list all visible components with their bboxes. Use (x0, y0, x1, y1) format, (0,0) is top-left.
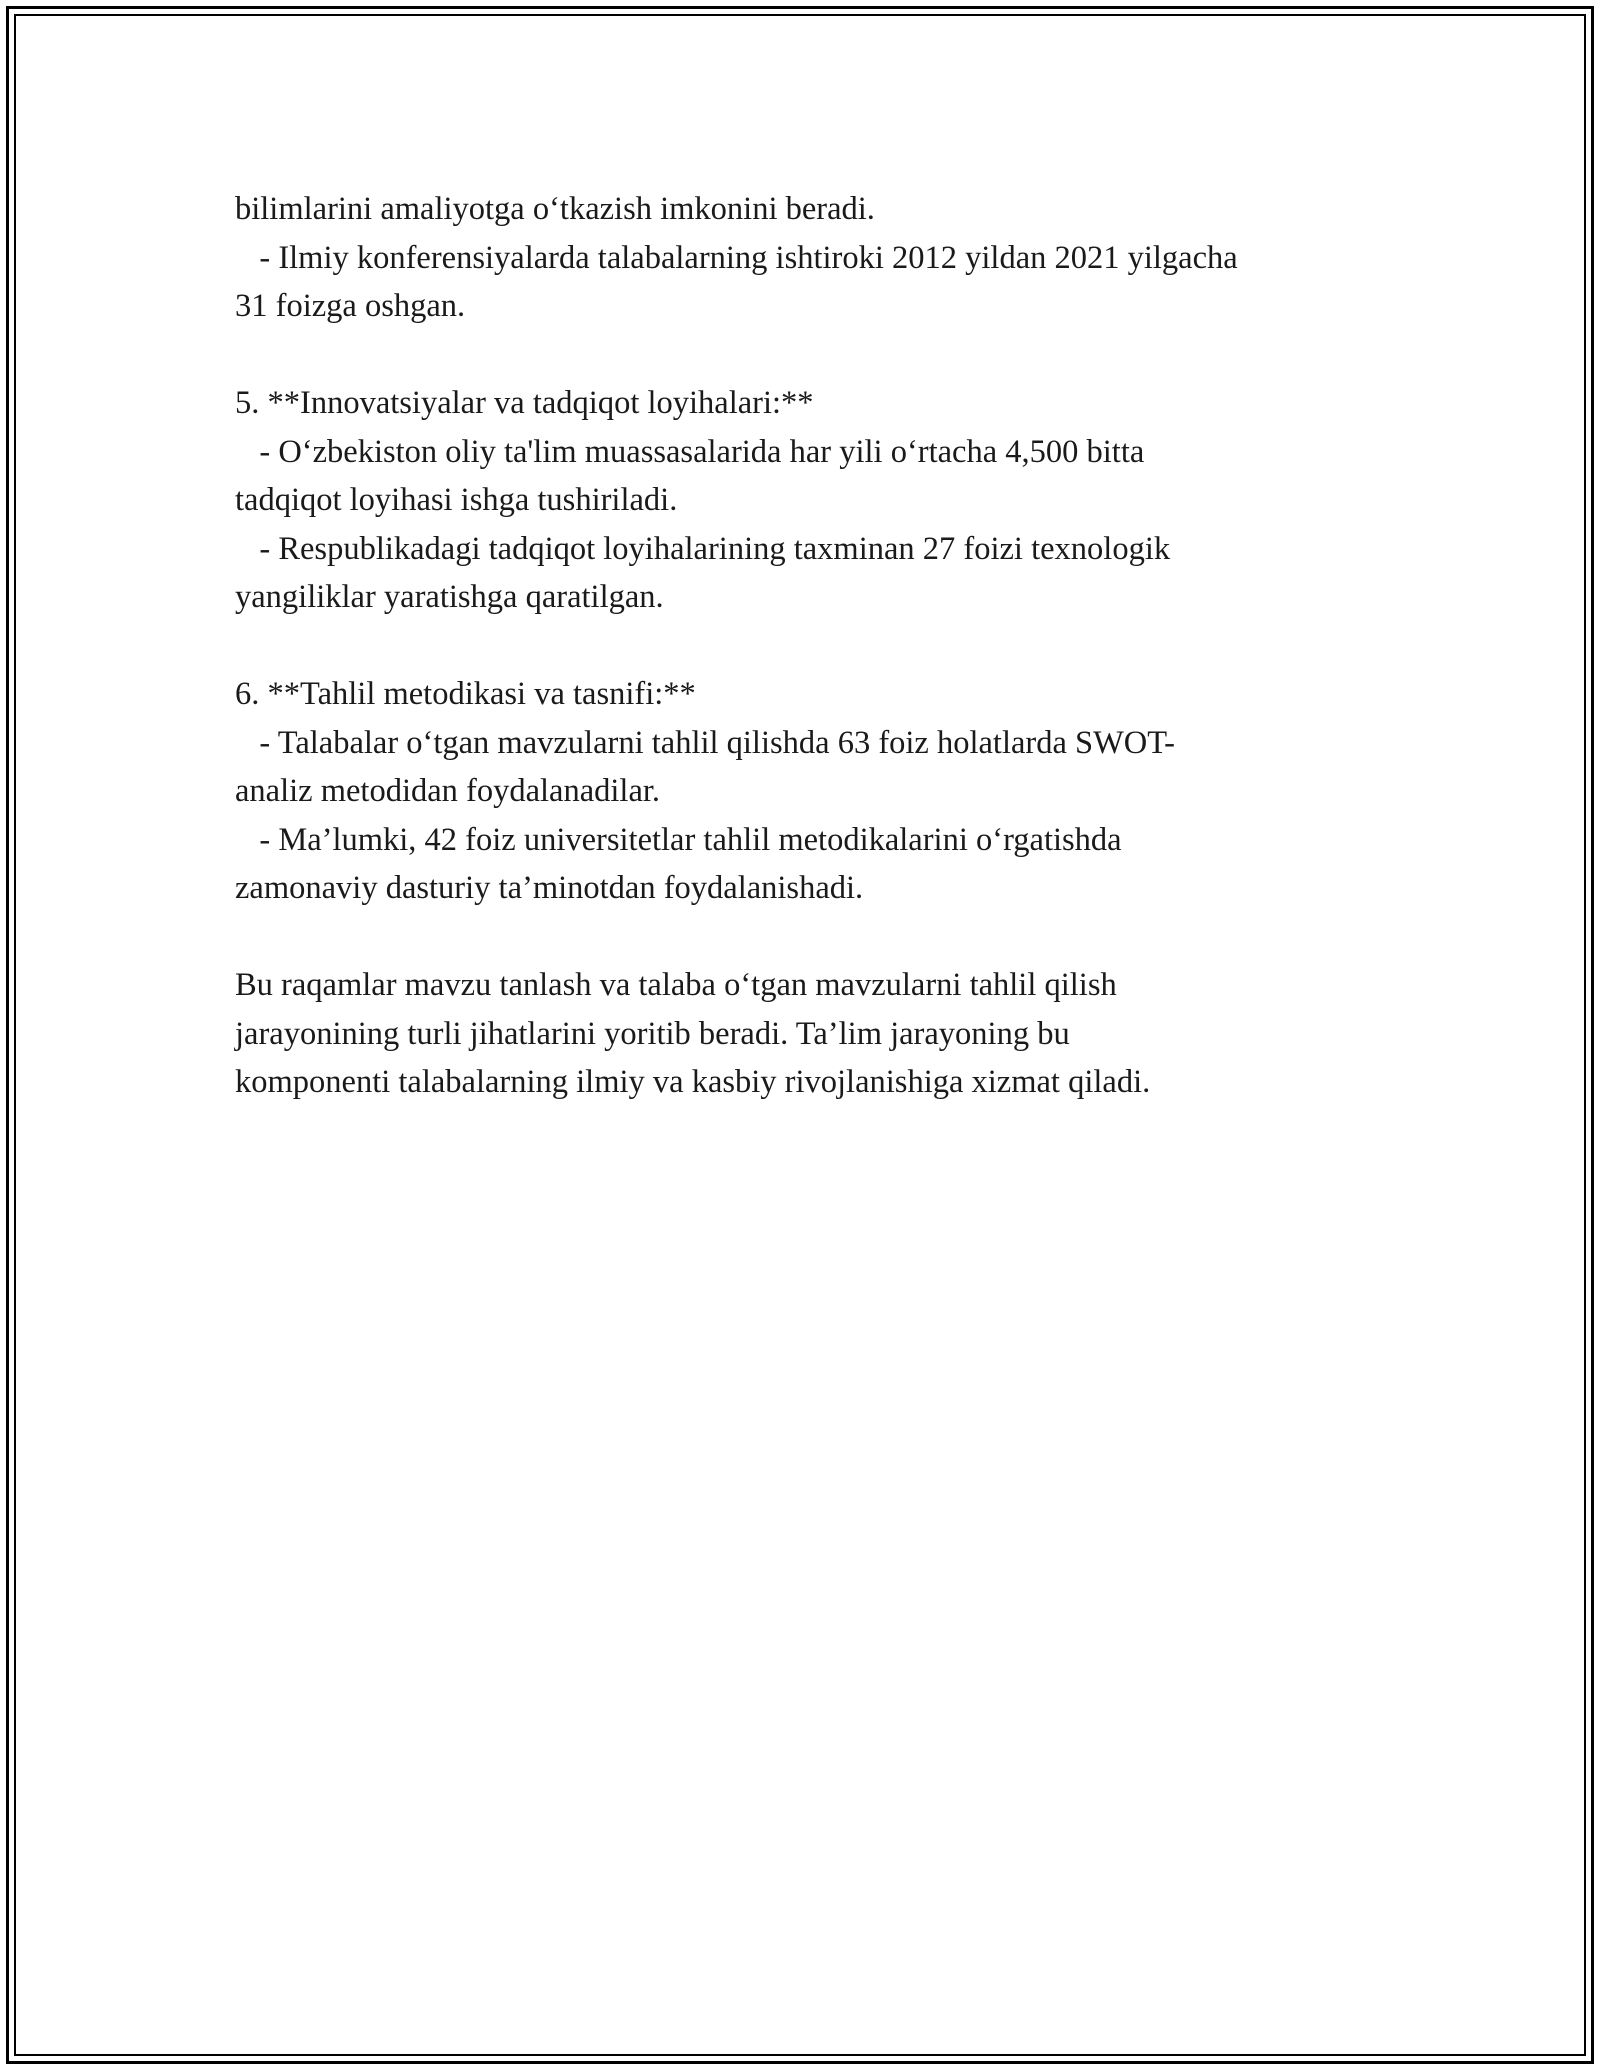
text-line: 31 foizga oshgan. (235, 288, 466, 324)
bullet-line: - O‘zbekiston oliy ta'lim muassasalarida har yili o‘rtacha 4,500 bitta (235, 433, 1145, 470)
text-line: bilimlarini amaliyotga o‘tkazish imkonini beradi. (235, 191, 875, 227)
blank-line (235, 331, 1415, 380)
bullet-line: - Ilmiy konferensiyalarda talabalarning ishtiroki 2012 yildan 2021 yilgacha (235, 239, 1238, 276)
text-line: tadqiqot loyihasi ishga tushiriladi. (235, 482, 678, 518)
bullet-line: - Talabalar o‘tgan mavzularni tahlil qilishda 63 foiz holatlarda SWOT- (235, 724, 1175, 761)
conclusion-line: Bu raqamlar mavzu tanlash va talaba o‘tgan mavzularni tahlil qilish (235, 967, 1117, 1003)
bullet-line: - Respublikadagi tadqiqot loyihalarining taxminan 27 foizi texnologik (235, 530, 1171, 567)
text-line: zamonaviy dasturiy ta’minotdan foydalanishadi. (235, 870, 864, 906)
section-heading-6: 6. **Tahlil metodikasi va tasnifi:** (235, 676, 696, 712)
blank-line (235, 913, 1415, 962)
conclusion-line: jarayonining turli jihatlarini yoritib beradi. Ta’lim jarayoning bu (235, 1015, 1070, 1052)
section-heading-5: 5. **Innovatsiyalar va tadqiqot loyihalari:** (235, 385, 814, 421)
bullet-line: - Ma’lumki, 42 foiz universitetlar tahlil metodikalarini o‘rgatishda (235, 821, 1122, 858)
text-line: yangiliklar yaratishga qaratilgan. (235, 579, 664, 615)
text-line: analiz metodidan foydalanadilar. (235, 773, 661, 809)
document-body (235, 185, 1415, 1107)
blank-line (235, 622, 1415, 671)
conclusion-line: komponenti talabalarning ilmiy va kasbiy rivojlanishiga xizmat qiladi. (235, 1064, 1151, 1100)
